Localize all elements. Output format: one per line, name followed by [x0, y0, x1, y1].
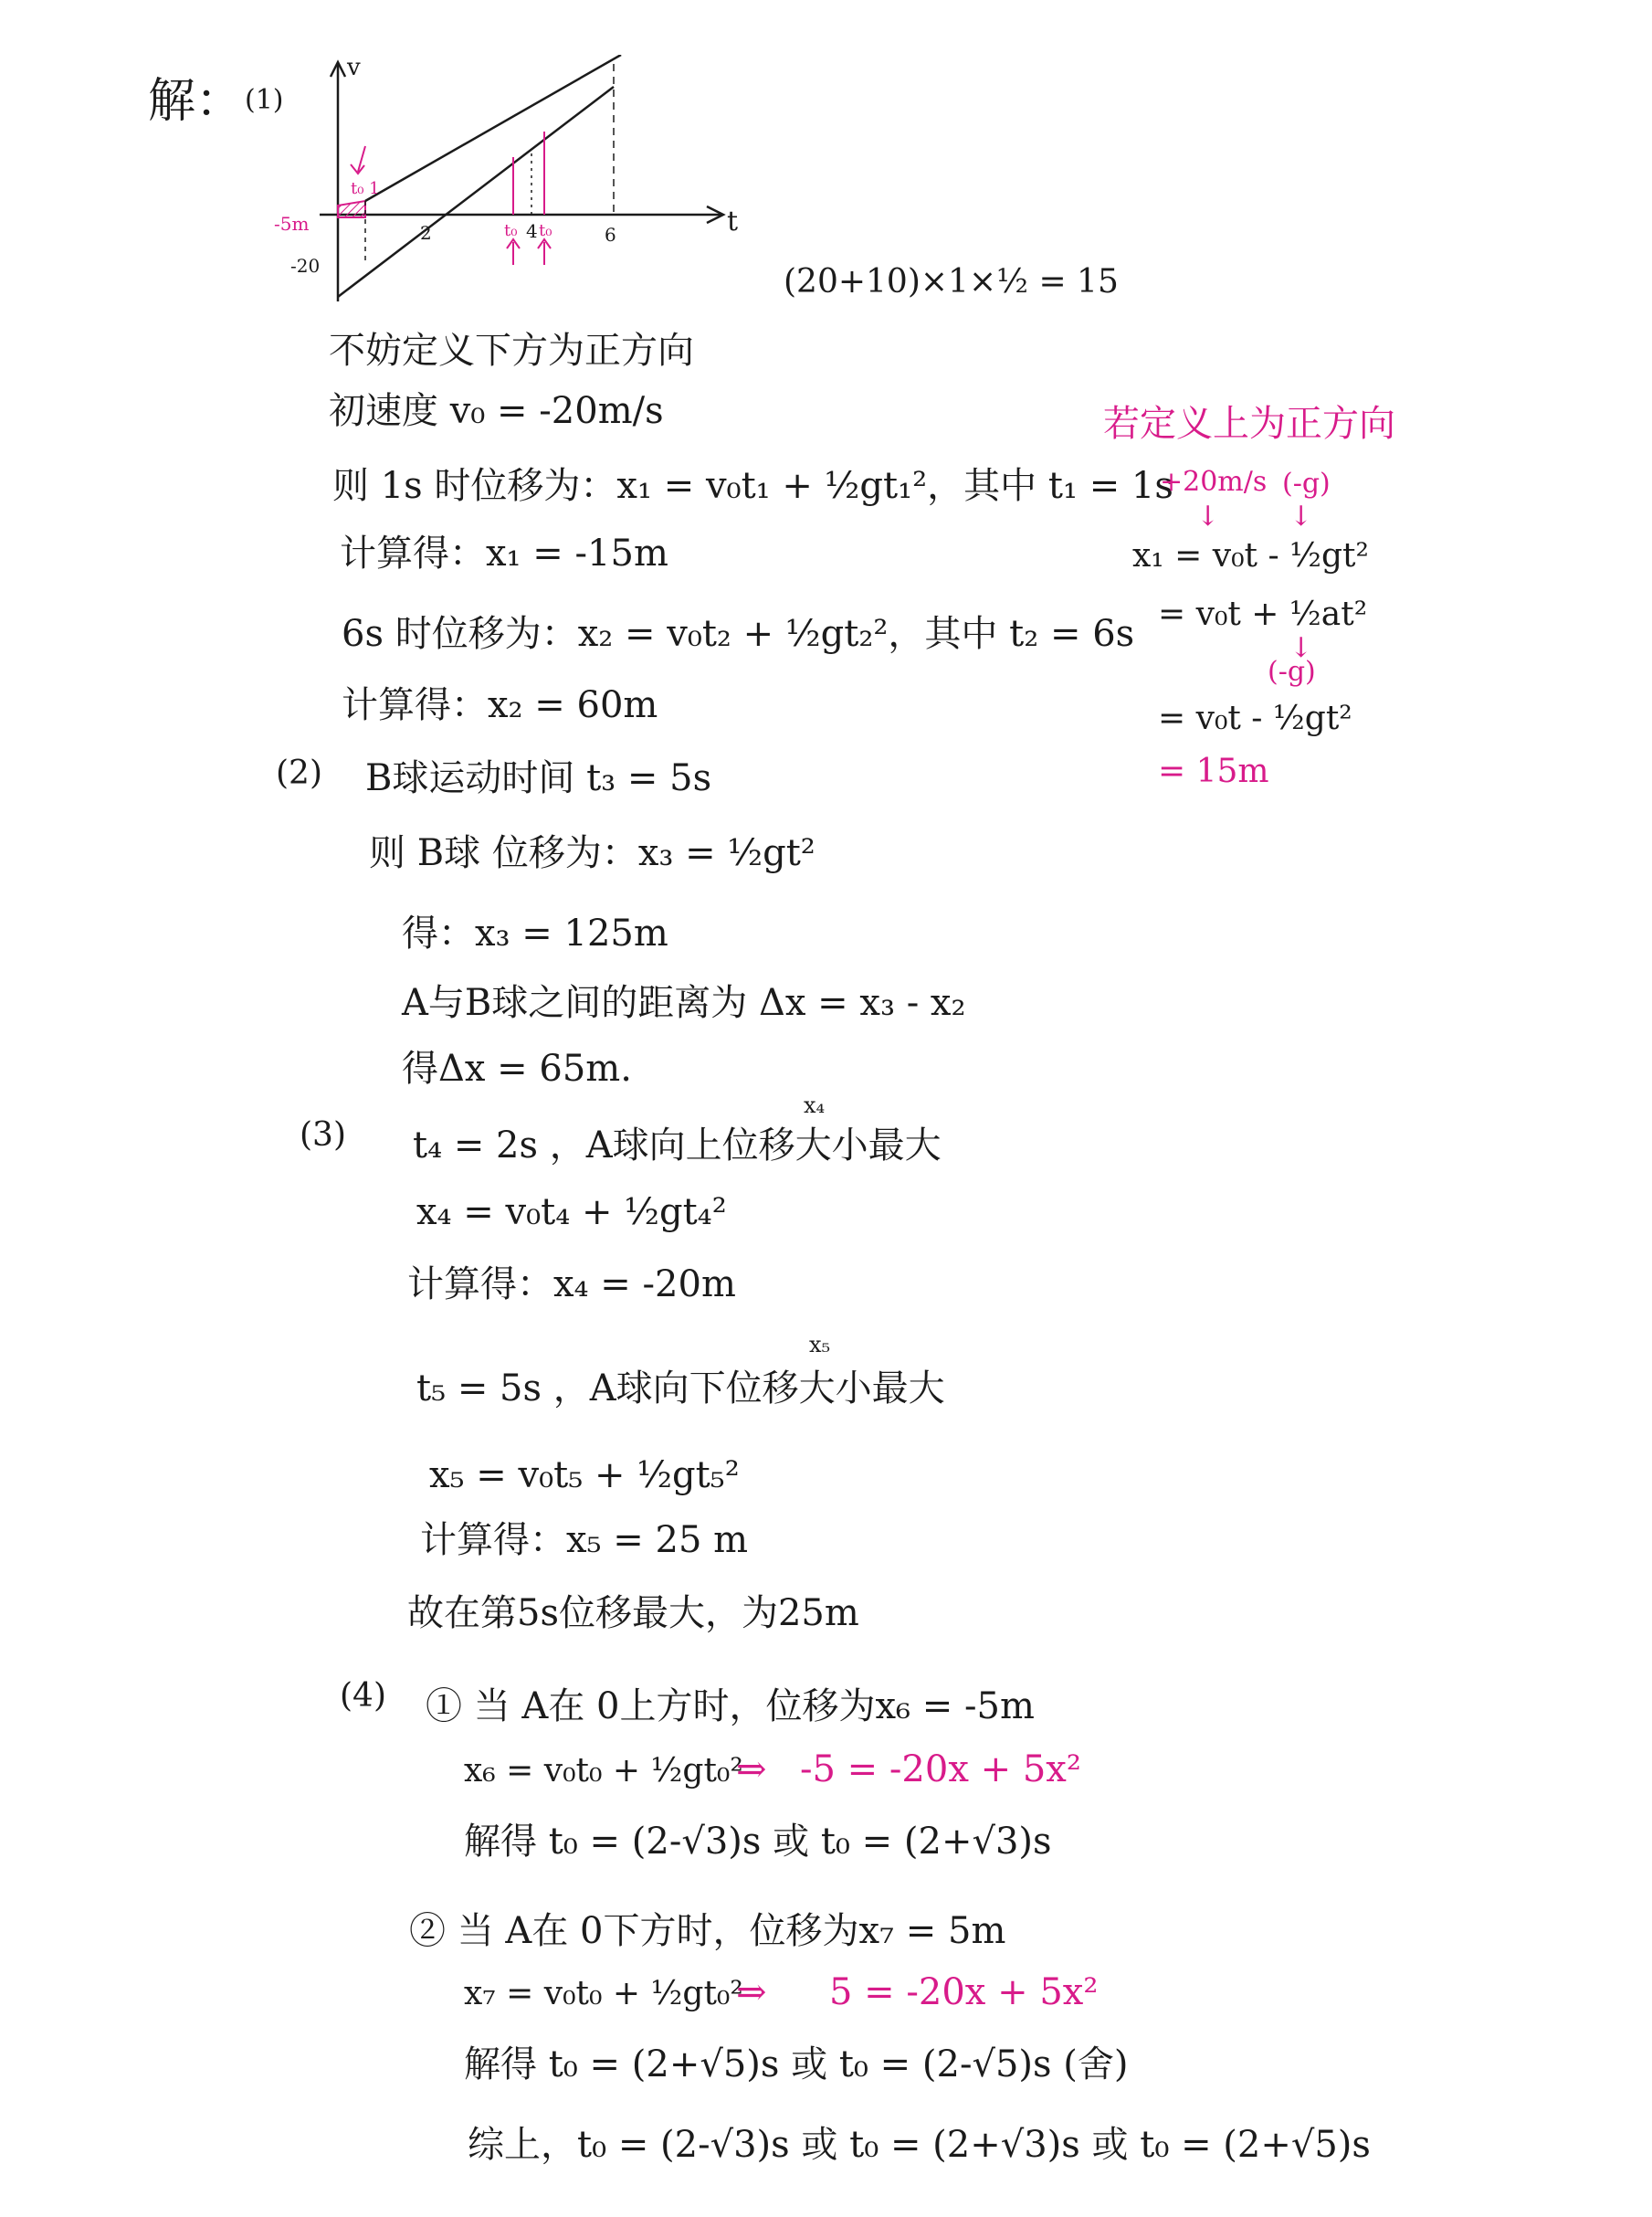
- label-v: v: [347, 55, 361, 81]
- label-t0-top: t₀ 1: [351, 179, 380, 198]
- p4-case2: ② 当 A在 0下方时，位移为x₇ = 5m: [409, 1910, 1006, 1952]
- side-title: 若定义上为正方向: [1103, 403, 1395, 445]
- side-eq3: = v₀t - ½gt²: [1158, 700, 1352, 737]
- p1-line6: 计算得：x₂ = 60m: [342, 684, 658, 726]
- solution-heading: 解：: [148, 74, 244, 129]
- tick-t0b: t₀: [539, 221, 552, 240]
- p4-case2-solution: 解得 t₀ = (2+√5)s 或 t₀ = (2-√5)s (舍): [464, 2043, 1129, 2085]
- p4-case1-eq: x₆ = v₀t₀ + ½gt₀²: [464, 1752, 743, 1789]
- hatched-area: [338, 201, 365, 217]
- tick-4: 4: [526, 220, 538, 242]
- p2-line4: A与B球之间的距离为 Δx = x₃ - x₂: [402, 982, 966, 1024]
- p4-case2-arrow: ⇒: [736, 1971, 767, 2013]
- p2-line1: B球运动时间 t₃ = 5s: [365, 757, 712, 799]
- side-eq4: = 15m: [1158, 753, 1269, 790]
- tick-t0a: t₀: [504, 221, 518, 240]
- p3-line4: t₅ = 5s ，A球向下位移大小最大: [416, 1367, 945, 1409]
- side-arrow-2: ↓: [1289, 501, 1313, 533]
- p1-line3: 则 1s 时位移为：x₁ = v₀t₁ + ½gt₁²，其中 t₁ = 1s: [332, 465, 1173, 507]
- p4-case1-arrow: ⇒: [736, 1748, 767, 1790]
- p1-line2: 初速度 v₀ = -20m/s: [329, 390, 664, 432]
- p4-case1-quadratic: -5 = -20x + 5x²: [800, 1748, 1081, 1790]
- side-annot-g1: (-g): [1282, 468, 1331, 500]
- p1-line5: 6s 时位移为：x₂ = v₀t₂ + ½gt₂²，其中 t₂ = 6s: [342, 613, 1135, 655]
- p3-line2: x₄ = v₀t₄ + ½gt₄²: [416, 1191, 727, 1233]
- p2-line3: 得：x₃ = 125m: [402, 913, 668, 955]
- tick-6: 6: [605, 224, 616, 246]
- part2-label: (2): [276, 755, 322, 792]
- area-formula: (20+10)×1×½ = 15: [784, 263, 1119, 301]
- part1-label: (1): [245, 84, 284, 116]
- side-eq1: x₁ = v₀t - ½gt²: [1132, 537, 1369, 575]
- side-eq2: = v₀t + ½at²: [1158, 596, 1368, 633]
- p4-case2-quadratic: 5 = -20x + 5x²: [829, 1971, 1099, 2013]
- tick-2: 2: [420, 222, 432, 244]
- p3-x5-sup: x₅: [809, 1332, 831, 1357]
- part4-label: (4): [340, 1677, 386, 1715]
- p4-case1-solution: 解得 t₀ = (2-√3)s 或 t₀ = (2+√3)s: [464, 1821, 1052, 1863]
- side-arrow-3: ↓: [1289, 632, 1313, 664]
- vt-graph: [274, 55, 749, 320]
- p3-line6: 计算得：x₅ = 25 m: [420, 1519, 749, 1561]
- label-t: t: [727, 206, 739, 238]
- p4-case1: ① 当 A在 0上方时，位移为x₆ = -5m: [426, 1685, 1035, 1727]
- p3-line7: 故在第5s位移最大，为25m: [407, 1592, 859, 1634]
- p2-line2: 则 B球 位移为：x₃ = ½gt²: [369, 832, 815, 874]
- p1-line4: 计算得：x₁ = -15m: [340, 533, 668, 575]
- label-neg20: -20: [290, 255, 321, 277]
- p1-line1: 不妨定义下方为正方向: [329, 330, 694, 372]
- p4-case2-eq: x₇ = v₀t₀ + ½gt₀²: [464, 1975, 743, 2012]
- p3-line1: t₄ = 2s ，A球向上位移大小最大: [413, 1124, 942, 1167]
- p3-x4-sup: x₄: [804, 1093, 826, 1118]
- p3-line3: 计算得：x₄ = -20m: [407, 1263, 736, 1305]
- part3-label: (3): [300, 1116, 346, 1154]
- side-annot-v0: +20m/s: [1160, 466, 1268, 498]
- p3-line5: x₅ = v₀t₅ + ½gt₅²: [429, 1454, 740, 1496]
- p4-final: 综上，t₀ = (2-√3)s 或 t₀ = (2+√3)s 或 t₀ = (2+√5)s: [468, 2124, 1371, 2166]
- side-annot-g2: (-g): [1268, 656, 1316, 688]
- side-arrow-1: ↓: [1196, 501, 1220, 533]
- p2-line5: 得Δx = 65m.: [402, 1048, 632, 1090]
- label-neg5m: -5m: [274, 213, 310, 235]
